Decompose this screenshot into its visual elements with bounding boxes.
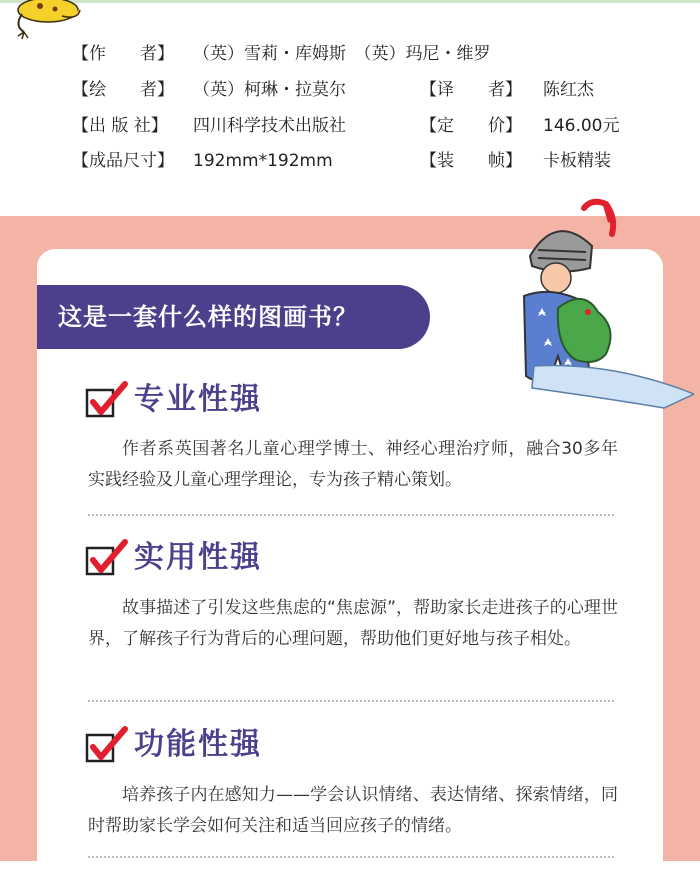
knight-child-illustration [494,196,694,418]
info-value: 卡板精装 [543,151,611,171]
info-label: 【装 帧】 [420,151,522,171]
info-row-publisher [0,110,700,142]
info-value: （英）雪莉・库姆斯 （英）玛尼・维罗 [193,44,491,64]
book-info-panel [0,0,700,216]
info-label: 【出 版 社】 [72,116,168,136]
feature-description: 作者系英国著名儿童心理学博士、神经心理治疗师，融合30多年实践经验及儿童心理学理论，专为孩子精心策划。 [88,439,618,490]
feature-description: 培养孩子内在感知力——学会认识情绪、表达情绪、探索情绪，同时帮助家长学会如何关注和适当回应孩子的情绪。 [88,785,618,836]
feature-title: 功能性强 [134,727,262,762]
info-value: （英）柯琳・拉莫尔 [193,80,346,100]
dotted-divider [88,700,614,702]
info-row-size [0,145,700,177]
info-label: 【译 者】 [420,80,522,100]
info-value: 四川科学技术出版社 [193,116,346,136]
feature-title: 实用性强 [134,540,262,575]
dotted-divider [88,856,614,858]
info-value: 陈红杰 [543,80,594,100]
info-value: 146.00元 [543,116,620,136]
info-value: 192mm*192mm [193,151,333,171]
info-row-author [0,38,700,70]
info-label: 【定 价】 [420,116,522,136]
info-row-illustrator [0,74,700,106]
info-label: 【成品尺寸】 [72,151,174,171]
checkmark-icon [85,380,129,420]
checkmark-icon [85,538,129,578]
feature-description: 故事描述了引发这些焦虑的“焦虑源”，帮助家长走进孩子的心理世界，了解孩子行为背后的心理问题，帮助他们更好地与孩子相处。 [88,598,618,649]
top-divider [0,0,700,3]
frog-illustration [0,0,90,42]
section-heading: 这是一套什么样的图画书？ [58,303,358,331]
dotted-divider [88,514,614,516]
info-label: 【作 者】 [72,44,174,64]
feature-title: 专业性强 [134,382,262,417]
checkmark-icon [85,725,129,765]
info-label: 【绘 者】 [72,80,174,100]
